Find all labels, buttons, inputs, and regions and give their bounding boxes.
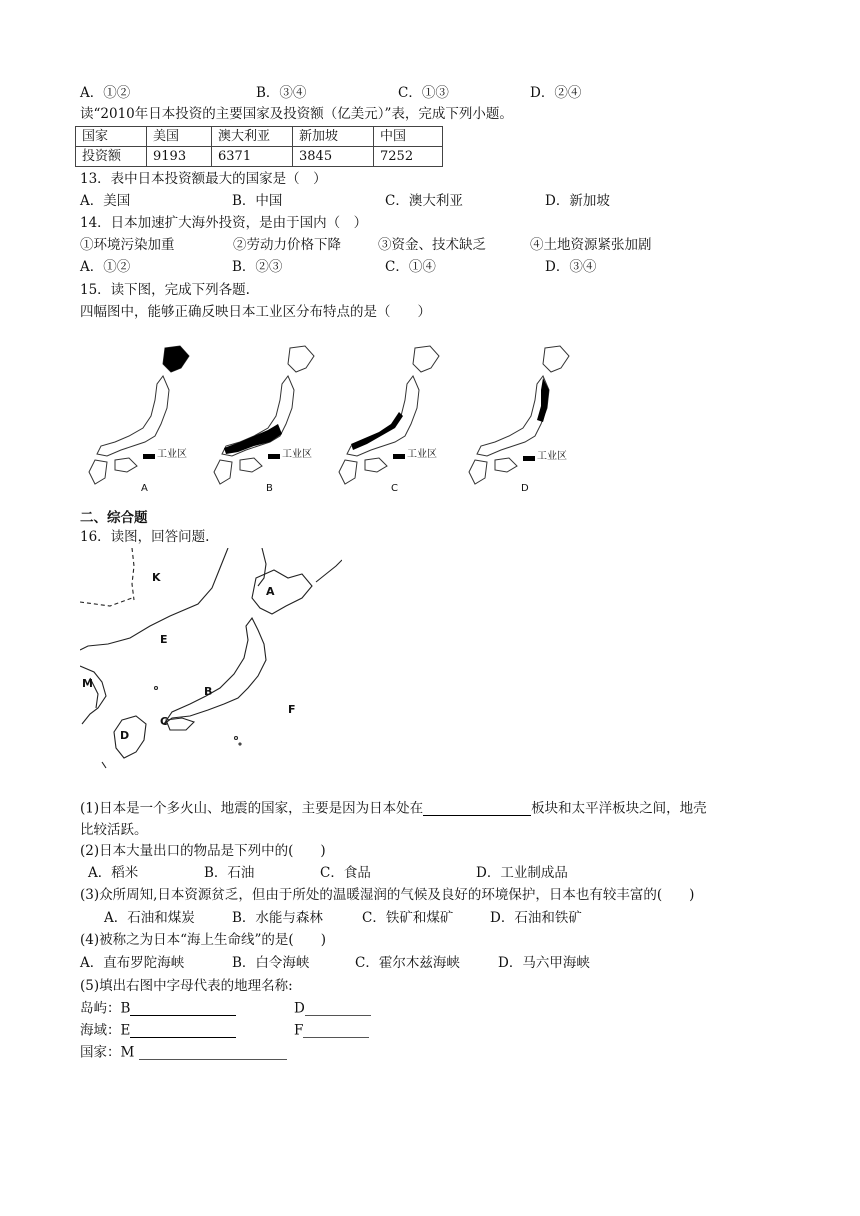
answer-blank[interactable] <box>423 802 531 816</box>
q16-p3-option-c: C．铁矿和煤矿 <box>362 910 454 926</box>
table-cell: 新加坡 <box>293 127 374 147</box>
island-b-row: 岛屿：B <box>80 1002 236 1016</box>
map-letter-b: B <box>204 685 213 698</box>
table-cell: 投资额 <box>76 147 147 167</box>
q16-p4-option-d: D．马六甲海峡 <box>498 955 590 971</box>
table-cell: 9193 <box>147 147 212 167</box>
japan-outline-b <box>210 338 328 498</box>
q16-p2-option-a: A．稻米 <box>88 865 139 881</box>
map-d <box>465 338 583 498</box>
q13-stem: 13．表中日本投资额最大的国家是（ ） <box>80 171 327 187</box>
q16-p2-option-c: C．食品 <box>320 865 371 881</box>
answer-blank[interactable] <box>130 1002 236 1016</box>
q16-stem: 16．读图，回答问题. <box>80 529 210 545</box>
q14-item-1: ①环境污染加重 <box>80 237 175 253</box>
japan-outline-a <box>85 338 203 498</box>
q14-option-c: C．①④ <box>385 259 436 275</box>
q14-stem: 14．日本加速扩大海外投资，是由于国内（ ） <box>80 215 368 231</box>
map-c <box>335 338 453 498</box>
q14-item-4: ④土地资源紧张加剧 <box>530 237 652 253</box>
q15-stem: 15．读下图，完成下列各题. <box>80 282 250 298</box>
answer-blank[interactable] <box>305 1002 371 1016</box>
q14-option-b: B．②③ <box>232 259 283 275</box>
industrial-zone-maps <box>85 338 585 498</box>
q13-option-d: D．新加坡 <box>545 193 610 209</box>
q14-option-a: A．①② <box>80 259 131 275</box>
map-a <box>85 338 203 498</box>
q13-option-a: A．美国 <box>80 193 131 209</box>
q16-p4-option-c: C．霍尔木兹海峡 <box>355 955 460 971</box>
sea-e-row: 海域：E <box>80 1024 236 1038</box>
table-row <box>76 147 443 167</box>
table-cell: 3845 <box>293 147 374 167</box>
table-cell: 中国 <box>374 127 443 147</box>
table-intro: 读“2010年日本投资的主要国家及投资额（亿美元）”表，完成下列小题。 <box>80 106 513 122</box>
q16-part2-stem: (2)日本大量出口的物品是下列中的( ) <box>80 843 326 859</box>
q14-option-d: D．③④ <box>545 259 597 275</box>
table-header-row <box>76 127 443 147</box>
q16-p3-option-a: A．石油和煤炭 <box>104 910 195 926</box>
japan-region-map <box>80 548 342 774</box>
q12-option-b: B．③④ <box>256 85 307 101</box>
q16-part1-line2: 比较活跃。 <box>80 822 148 838</box>
map-letter-c: C <box>160 715 169 728</box>
q12-option-d: D．②④ <box>530 85 582 101</box>
map-letter-e: E <box>160 633 168 646</box>
japan-outline-c <box>335 338 453 498</box>
investment-table <box>75 126 443 167</box>
country-m-row: 国家：M <box>80 1046 287 1060</box>
table-cell: 国家 <box>76 127 147 147</box>
sea-f-row: F <box>294 1024 369 1038</box>
island-d-row: D <box>294 1002 371 1016</box>
map-label-a: A <box>141 483 148 494</box>
map-label-b: B <box>266 483 273 494</box>
legend-label: 工业区 <box>537 451 567 462</box>
map-label-d: D <box>521 483 529 494</box>
answer-blank[interactable] <box>130 1024 236 1038</box>
q15-sub: 四幅图中，能够正确反映日本工业区分布特点的是（ ） <box>80 304 431 320</box>
q12-option-c: C．①③ <box>398 85 449 101</box>
section-title: 二、综合题 <box>80 510 148 526</box>
q13-option-c: C．澳大利亚 <box>385 193 463 209</box>
q16-p4-option-b: B．白令海峡 <box>232 955 310 971</box>
map-letter-f: F <box>288 703 296 716</box>
table-cell: 美国 <box>147 127 212 147</box>
q16-p4-option-a: A．直布罗陀海峡 <box>80 955 185 971</box>
q16-p2-option-b: B．石油 <box>204 865 255 881</box>
map-letter-k: K <box>152 571 161 584</box>
map-letter-a: A <box>266 585 275 598</box>
map-letter-m: M <box>82 677 93 690</box>
map-letter-d: D <box>120 729 130 742</box>
answer-blank[interactable] <box>139 1046 287 1060</box>
q12-option-a: A．①② <box>80 85 131 101</box>
q16-part4-stem: (4)被称之为日本“海上生命线”的是( ) <box>80 932 326 948</box>
q13-option-b: B．中国 <box>232 193 283 209</box>
map-b <box>210 338 328 498</box>
q16-part1-line1: (1)日本是一个多火山、地震的国家，主要是因为日本处在 板块和太平洋板块之间，地壳 <box>80 800 707 817</box>
q16-p2-option-d: D．工业制成品 <box>476 865 568 881</box>
answer-blank[interactable] <box>303 1024 369 1038</box>
table-cell: 7252 <box>374 147 443 167</box>
q14-item-2: ②劳动力价格下降 <box>233 237 341 253</box>
q16-part3-stem: (3)众所周知,日本资源贫乏，但由于所处的温暖湿润的气候及良好的环境保护，日本也有较丰富的( ) <box>80 887 695 903</box>
q16-part5-stem: (5)填出右图中字母代表的地理名称: <box>80 978 293 994</box>
q16-p3-option-d: D．石油和铁矿 <box>490 910 582 926</box>
legend-label: 工业区 <box>282 449 312 460</box>
map-label-c: C <box>391 483 398 494</box>
japan-outline-d <box>465 338 583 498</box>
table-cell: 澳大利亚 <box>212 127 293 147</box>
legend-label: 工业区 <box>407 449 437 460</box>
table-cell: 6371 <box>212 147 293 167</box>
legend-label: 工业区 <box>157 449 187 460</box>
q14-item-3: ③资金、技术缺乏 <box>378 237 486 253</box>
q16-p3-option-b: B．水能与森林 <box>232 910 323 926</box>
